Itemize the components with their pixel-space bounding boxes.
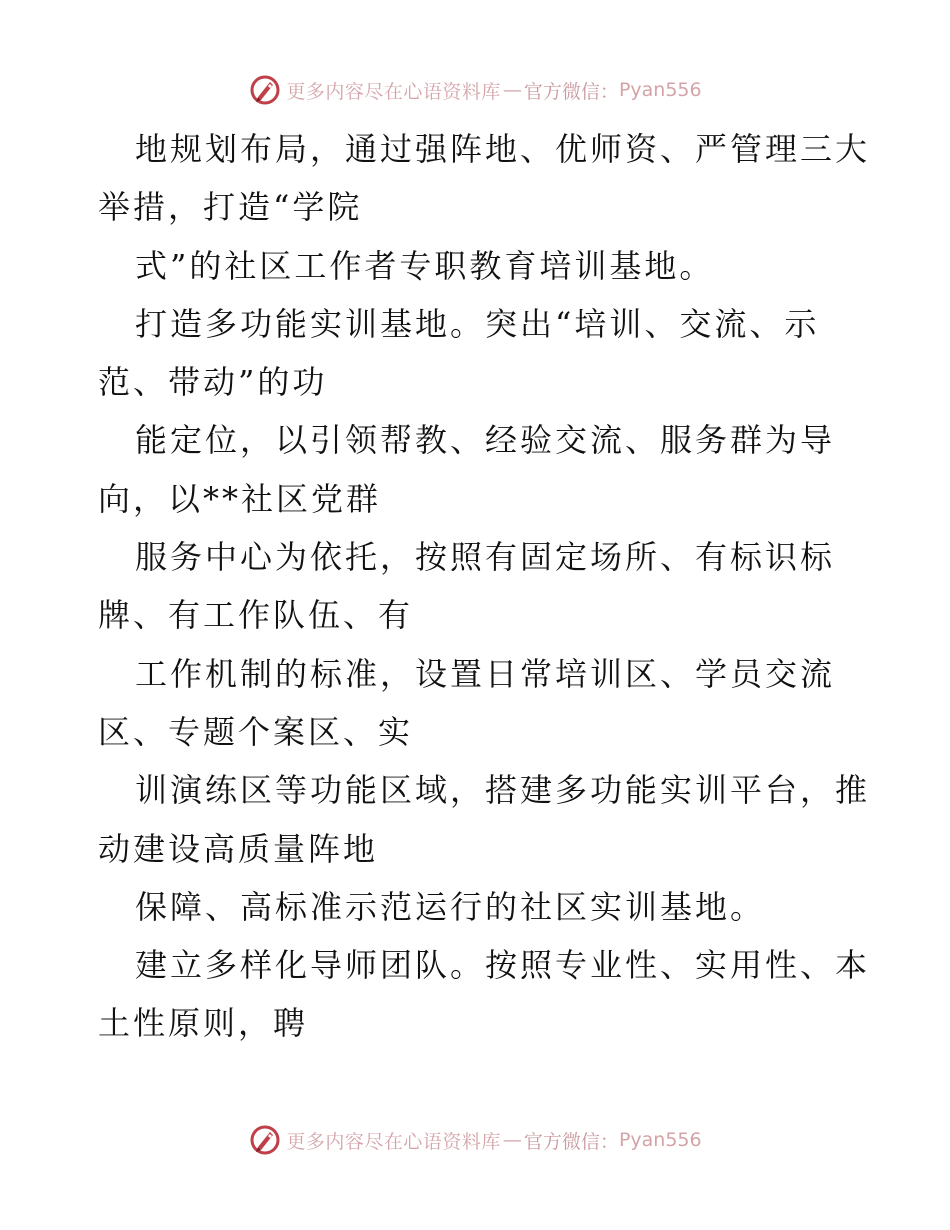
watermark-sub-text: 官方微信： (523, 1130, 619, 1153)
document-body (98, 120, 878, 1053)
watermark-sub-text: 官方微信： (523, 80, 619, 103)
text-line: 保障、高标准示范运行的社区实训基地。 (135, 887, 766, 926)
watermark-dash: — (502, 1129, 522, 1151)
watermark-wechat-id: Pyan556 (618, 79, 702, 101)
text-line: 牌、有工作队伍、有 (98, 596, 414, 635)
text-line: 范、带动”的功 (98, 363, 328, 402)
text-line: 举措，打造“学院 (98, 188, 363, 227)
text-line: 区、专题个案区、实 (98, 712, 414, 751)
watermark-main-text: 更多内容尽在心语资料库 (286, 80, 501, 103)
text-line: 打造多功能实训基地。突出“培训、交流、示 (135, 304, 820, 343)
text-line: 建立多样化导师团队。按照专业性、实用性、本 (135, 946, 871, 985)
pen-nib-logo-icon (248, 73, 282, 107)
text-line: 能定位，以引领帮教、经验交流、服务群为导 (135, 421, 836, 460)
text-line: 工作机制的标准，设置日常培训区、学员交流 (135, 654, 836, 693)
watermark-footer (0, 1120, 950, 1160)
pen-nib-logo-icon (248, 1123, 282, 1157)
watermark-dash: — (502, 79, 522, 101)
text-line: 土性原则，聘 (98, 1004, 309, 1043)
watermark-header (0, 70, 950, 110)
watermark-wechat-id: Pyan556 (618, 1129, 702, 1151)
watermark-main-text: 更多内容尽在心语资料库 (286, 1130, 501, 1153)
text-line: 向，以**社区党群 (98, 479, 382, 518)
text-line: 训演练区等功能区域，搭建多功能实训平台，推 (135, 771, 871, 810)
text-line: 式”的社区工作者专职教育培训基地。 (135, 246, 715, 285)
text-line: 地规划布局，通过强阵地、优师资、严管理三大 (135, 130, 871, 168)
text-line: 动建设高质量阵地 (98, 829, 379, 868)
text-line: 服务中心为依托，按照有固定场所、有标识标 (135, 538, 836, 577)
